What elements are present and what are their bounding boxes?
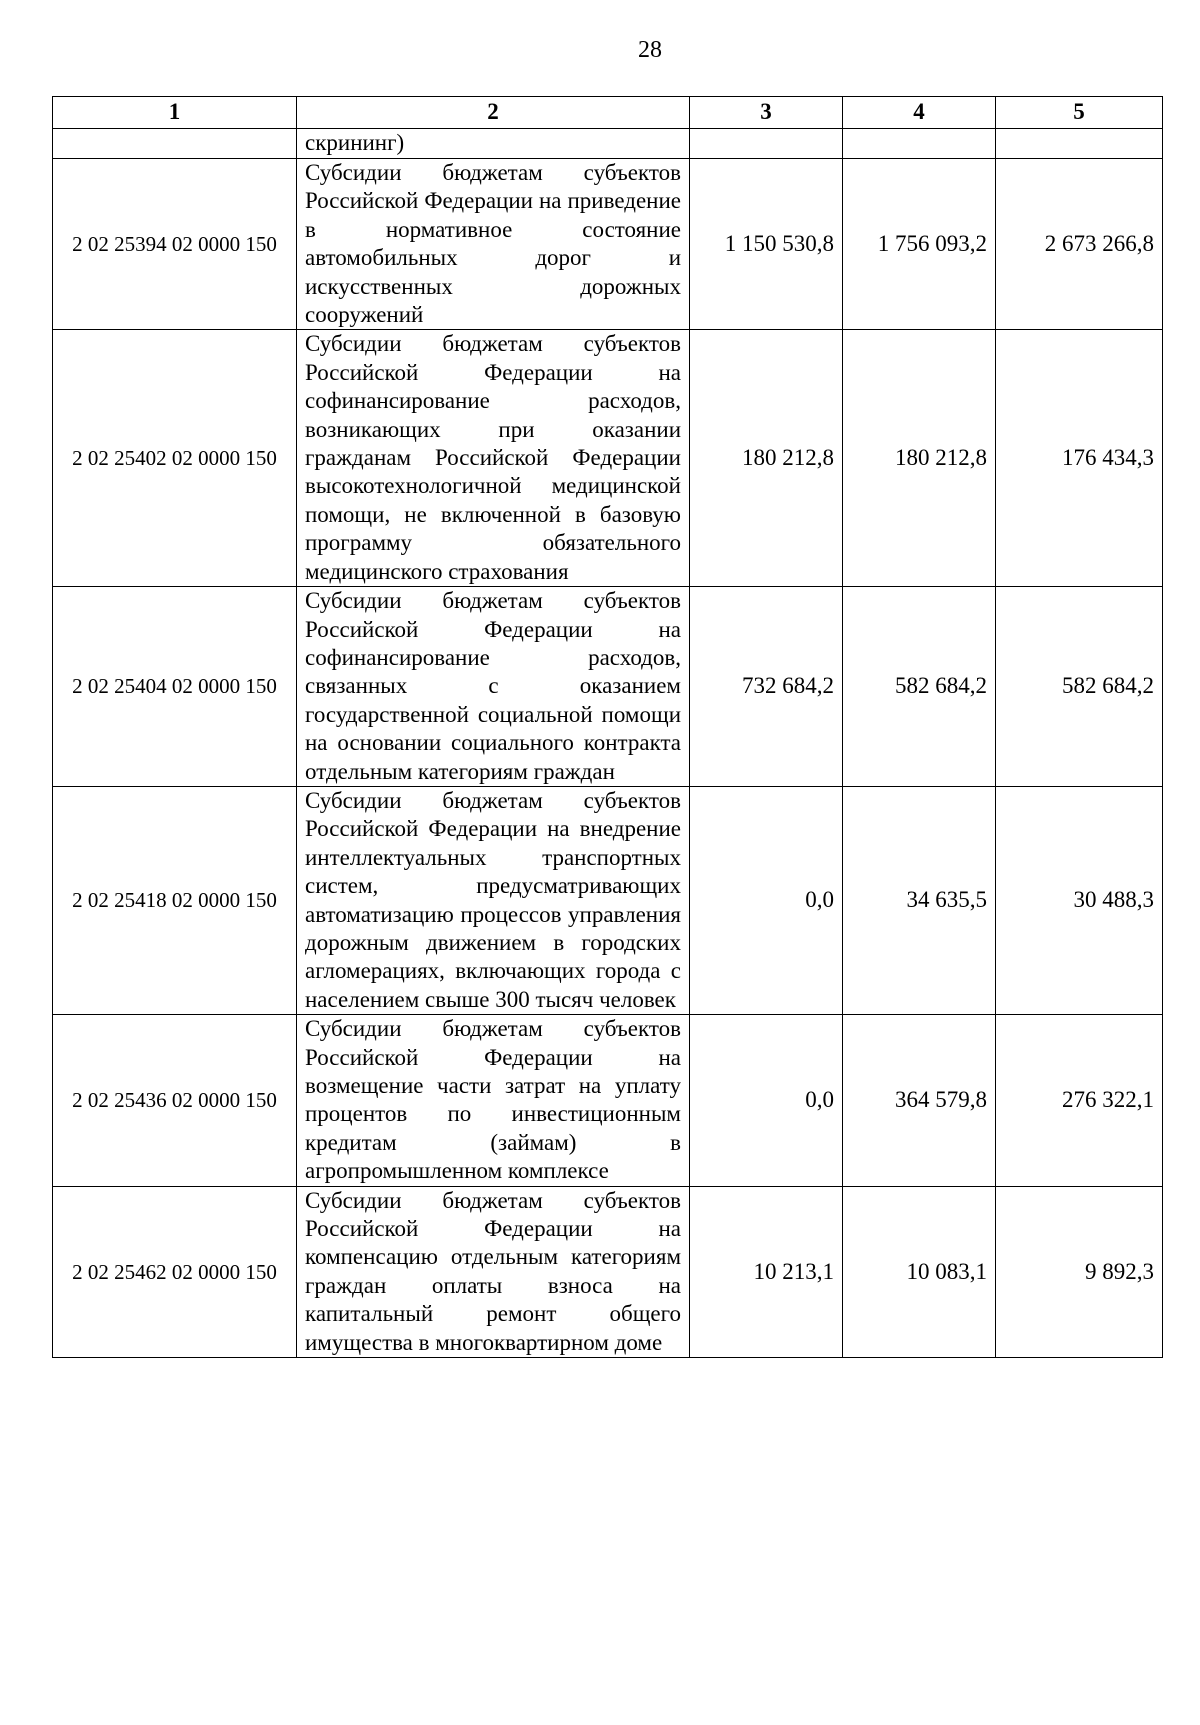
budget-table	[52, 96, 1163, 1358]
row-description: Субсидии бюджетам субъектов Российской Федерации на компенсацию отдельным категориям граждан оплаты взноса на капитальный ремонт общего имущества в многоквартирном доме	[297, 1186, 690, 1357]
row-code: 2 02 25462 02 0000 150	[53, 1186, 297, 1357]
row-code: 2 02 25418 02 0000 150	[53, 786, 297, 1014]
row-code: 2 02 25404 02 0000 150	[53, 587, 297, 787]
row-col3-value: 1 150 530,8	[690, 159, 843, 330]
continuation-text: скрининг)	[297, 129, 690, 159]
row-col4-value: 10 083,1	[843, 1186, 996, 1357]
header-col-4: 4	[843, 97, 996, 129]
row-code: 2 02 25436 02 0000 150	[53, 1015, 297, 1186]
table-row	[53, 587, 1163, 787]
row-col4-value: 364 579,8	[843, 1015, 996, 1186]
continuation-col5-cell	[996, 129, 1163, 159]
table-row	[53, 786, 1163, 1014]
row-code: 2 02 25394 02 0000 150	[53, 159, 297, 330]
row-description: Субсидии бюджетам субъектов Российской Федерации на приведение в нормативное состояние автомобильных дорог и искусственных дорожных сооружений	[297, 159, 690, 330]
row-code: 2 02 25402 02 0000 150	[53, 330, 297, 587]
row-col3-value: 0,0	[690, 1015, 843, 1186]
header-col-1: 1	[53, 97, 297, 129]
continuation-col4-cell	[843, 129, 996, 159]
continuation-code-cell	[53, 129, 297, 159]
header-col-3: 3	[690, 97, 843, 129]
row-col4-value: 1 756 093,2	[843, 159, 996, 330]
row-col5-value: 276 322,1	[996, 1015, 1163, 1186]
continuation-row	[53, 129, 1163, 159]
row-col3-value: 10 213,1	[690, 1186, 843, 1357]
row-col3-value: 180 212,8	[690, 330, 843, 587]
row-col5-value: 582 684,2	[996, 587, 1163, 787]
table-row	[53, 1186, 1163, 1357]
table-row	[53, 159, 1163, 330]
row-col5-value: 2 673 266,8	[996, 159, 1163, 330]
row-col3-value: 732 684,2	[690, 587, 843, 787]
page-number: 28	[638, 37, 662, 63]
row-col3-value: 0,0	[690, 786, 843, 1014]
header-col-5: 5	[996, 97, 1163, 129]
header-row	[53, 97, 1163, 129]
table-row	[53, 1015, 1163, 1186]
row-description: Субсидии бюджетам субъектов Российской Федерации на софинансирование расходов, возникающих при оказании гражданам Российской Федерации высокотехнологичной медицинской помощи, не включенной в базовую программу обязательного медицинского страхования	[297, 330, 690, 587]
row-col5-value: 176 434,3	[996, 330, 1163, 587]
row-description: Субсидии бюджетам субъектов Российской Федерации на возмещение части затрат на уплату процентов по инвестиционным кредитам (займам) в агропромышленном комплексе	[297, 1015, 690, 1186]
continuation-col3-cell	[690, 129, 843, 159]
row-col4-value: 180 212,8	[843, 330, 996, 587]
row-description: Субсидии бюджетам субъектов Российской Федерации на внедрение интеллектуальных транспортных систем, предусматривающих автоматизацию процессов управления дорожным движением в городских агломерациях, включающих города с населением свыше 300 тысяч человек	[297, 786, 690, 1014]
row-description: Субсидии бюджетам субъектов Российской Федерации на софинансирование расходов, связанных с оказанием государственной социальной помощи на основании социального контракта отдельным категориям граждан	[297, 587, 690, 787]
row-col4-value: 582 684,2	[843, 587, 996, 787]
row-col5-value: 30 488,3	[996, 786, 1163, 1014]
table-row	[53, 330, 1163, 587]
row-col5-value: 9 892,3	[996, 1186, 1163, 1357]
header-col-2: 2	[297, 97, 690, 129]
row-col4-value: 34 635,5	[843, 786, 996, 1014]
